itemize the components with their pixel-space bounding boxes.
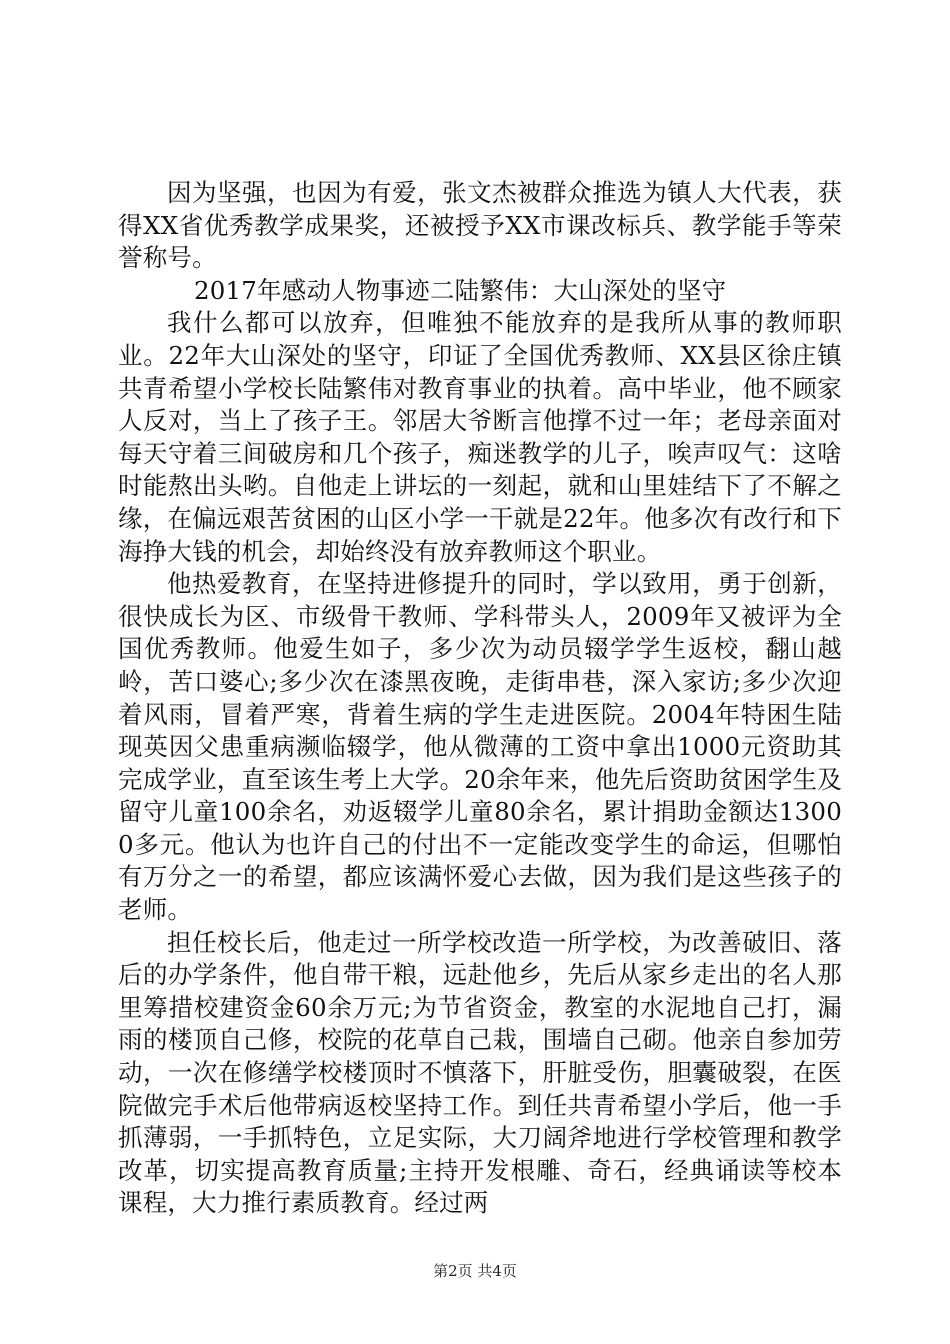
page-number-footer: 第2页 共4页 — [433, 1262, 517, 1280]
paragraph-award: 因为坚强，也因为有爱，张文杰被群众推选为镇人大代表，获得XX省优秀教学成果奖，还被授予XX市课改标兵、教学能手等荣誉称号。 — [118, 178, 842, 273]
section-heading: 2017年感动人物事迹二陆繁伟：大山深处的坚守 — [193, 275, 727, 305]
paragraph-love-education: 他热爱教育，在坚持进修提升的同时，学以致用，勇于创新，很快成长为区、市级骨干教师、学科带头人，2009年又被评为全国优秀教师。他爱生如子，多少次为动员辍学学生返校，翻山越岭，苦口婆心;多少次在漆黑夜晚，走街串巷，深入家访;多少次迎着风雨，冒着严寒，背着生病的学生走进医院。2004年特困生陆现英因父患重病濒临辍学，他从微薄的工资中拿出1000元资助其完成学业，直至该生考上大学。20余年来，他先后资助贫困学生及留守儿童100余名，劝返辍学儿童80余名，累计捐助金额达13000多元。他认为也许自己的付出不一定能改变学生的命运，但哪怕有万分之一的希望，都应该满怀爱心去做，因为我们是这些孩子的老师。 — [118, 569, 842, 925]
paragraph-career: 我什么都可以放弃，但唯独不能放弃的是我所从事的教师职业。22年大山深处的坚守，印证了全国优秀教师、XX县区徐庄镇共青希望小学校长陆繁伟对教育事业的执着。高中毕业，他不顾家人反对，当上了孩子王。邻居大爷断言他撑不过一年；老母亲面对每天守着三间破房和几个孩子，痴迷教学的儿子，唉声叹气：这啥时能熬出头哟。自他走上讲坛的一刻起，就和山里娃结下了不解之缘，在偏远艰苦贫困的山区小学一干就是22年。他多次有改行和下海挣大钱的机会，却始终没有放弃教师这个职业。 — [118, 308, 842, 566]
document-body — [118, 177, 842, 1220]
paragraph-principal: 担任校长后，他走过一所学校改造一所学校，为改善破旧、落后的办学条件，他自带干粮，远赴他乡，先后从家乡走出的名人那里筹措校建资金60余万元;为节省资金，教室的水泥地自己打，漏雨的楼顶自己修，校院的花草自己栽，围墙自己砌。他亲自参加劳动，一次在修缮学校楼顶时不慎落下，肝脏受伤，胆囊破裂，在医院做完手术后他带病返校坚持工作。到任共青希望小学后，他一手抓薄弱，一手抓特色，立足实际，大刀阔斧地进行学校管理和教学改革，切实提高教育质量;主持开发根雕、奇石，经典诵读等校本课程，大力推行素质教育。经过两 — [118, 927, 842, 1218]
